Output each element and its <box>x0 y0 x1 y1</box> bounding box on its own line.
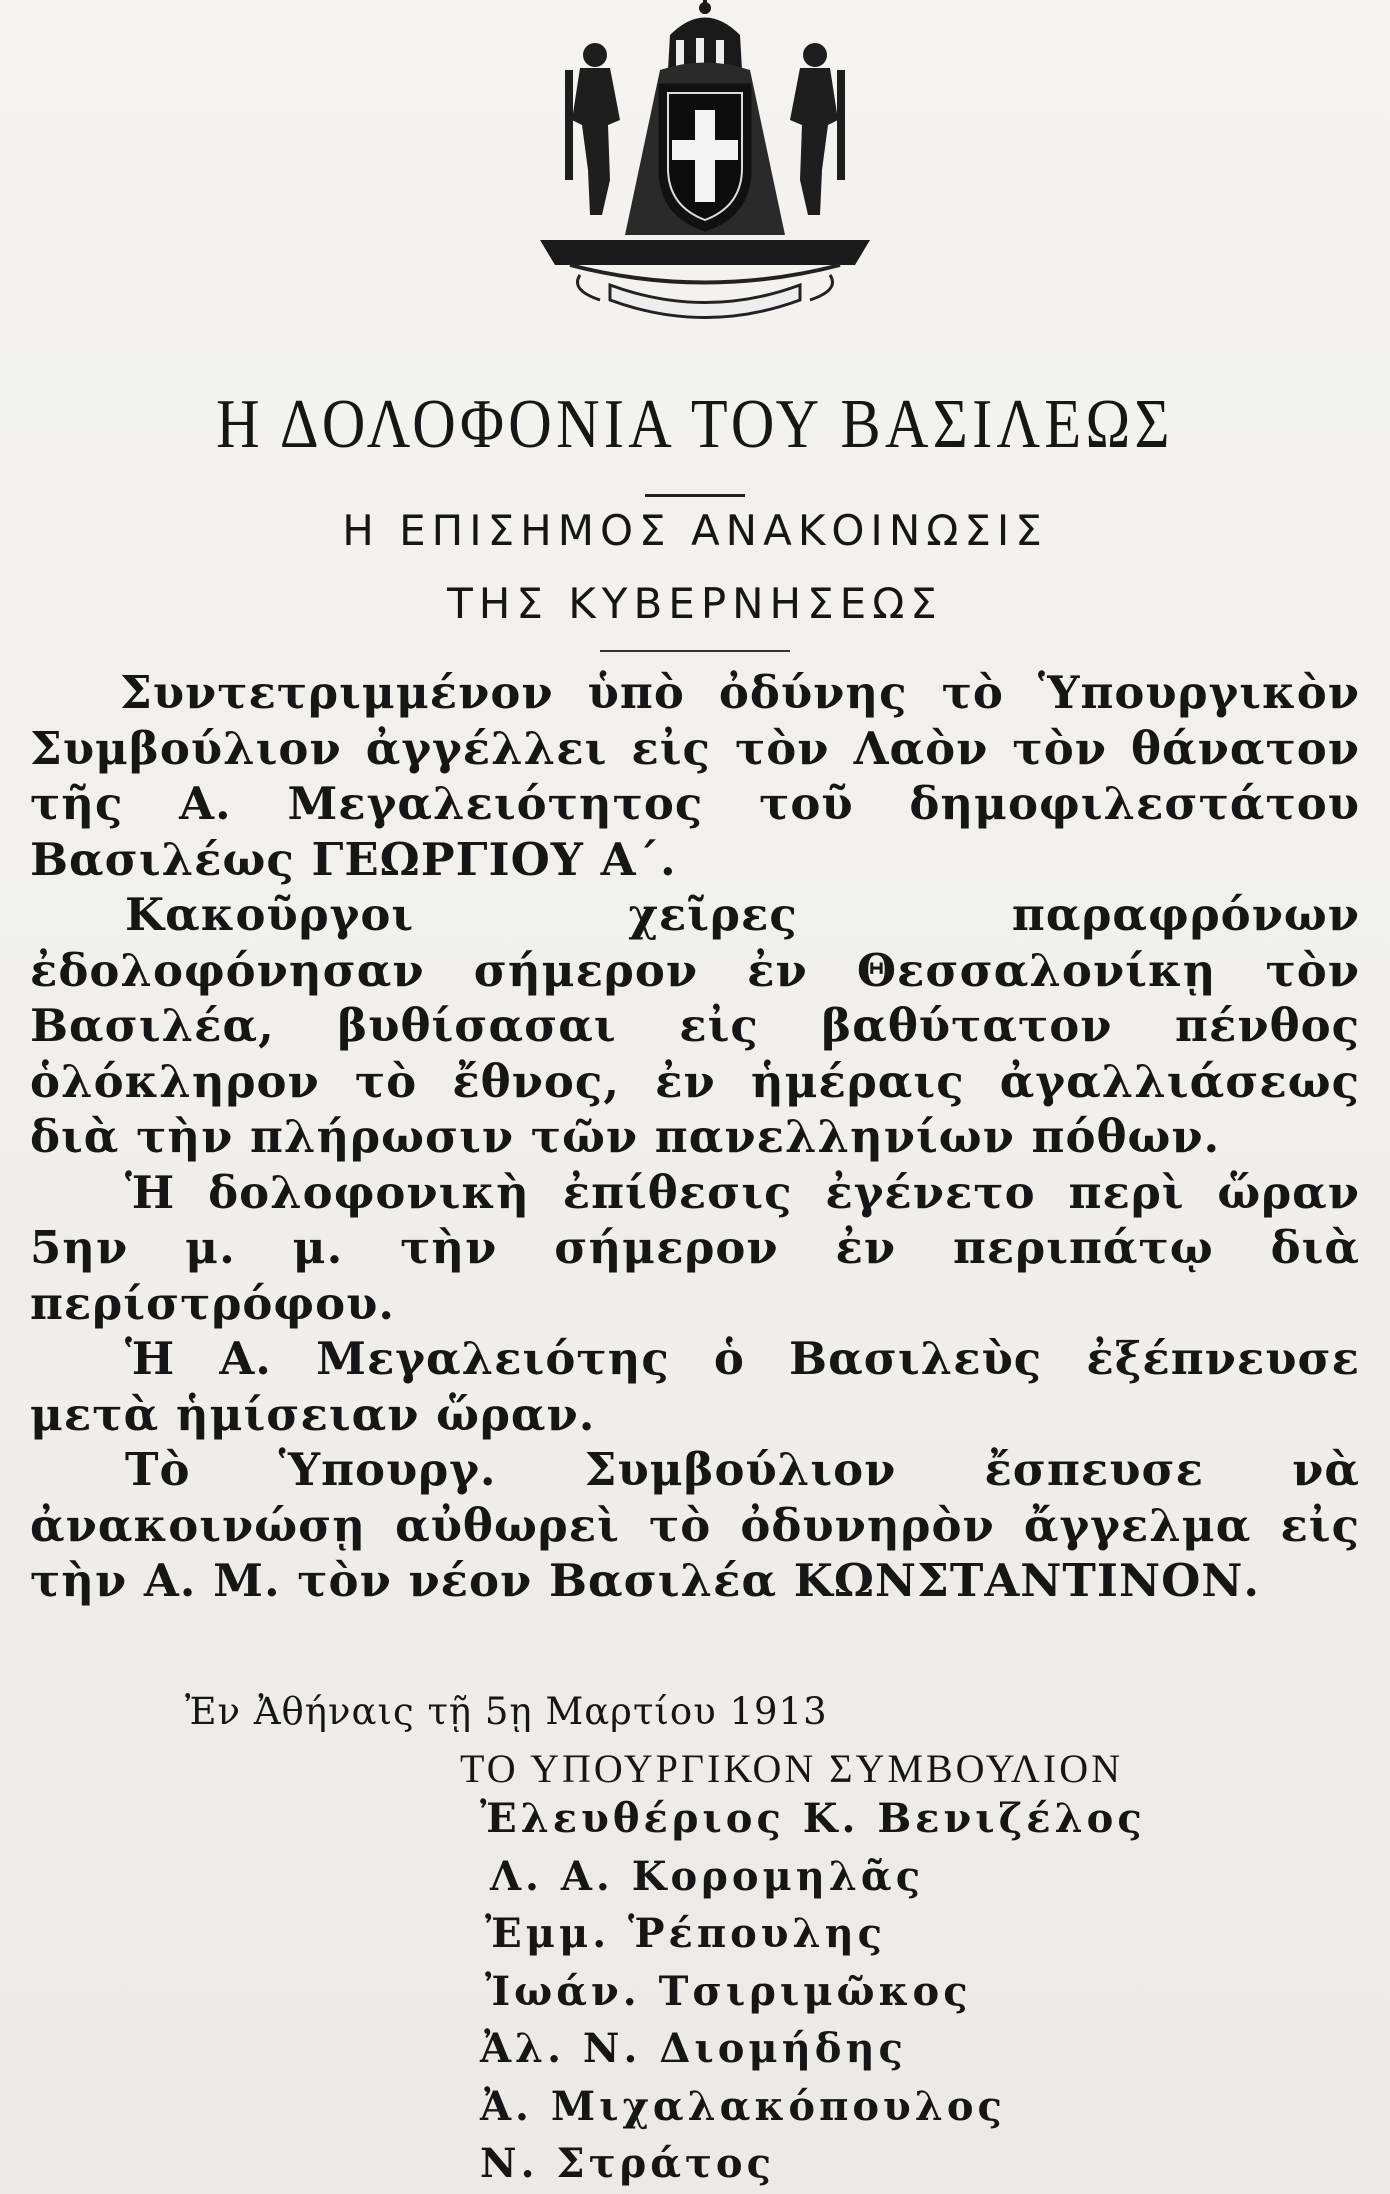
royal-coat-of-arms <box>510 0 900 330</box>
signature-venizelos: Ἐλευθέριος Κ. Βενιζέλος <box>480 1795 1146 1842</box>
paragraph-4: Ἡ Α. Μεγαλειότης ὁ Βασιλεὺς ἐξέπνευσε μετὰ ἡμίσειαν ὥραν. <box>30 1332 1360 1441</box>
signature-stratos: Ν. Στράτος <box>480 2140 775 2187</box>
left-hercules-figure <box>565 43 620 215</box>
right-hercules-figure <box>790 43 845 215</box>
cross-shield-icon <box>660 85 750 230</box>
signature-repoulis: Ἐμμ. Ῥέπουλης <box>485 1910 887 1957</box>
crown-icon <box>668 0 742 70</box>
signature-michalakopoulos: Ἀ. Μιχαλακόπουλος <box>480 2082 1006 2130</box>
title-underline <box>645 494 745 497</box>
signature-tsirimokos: Ἰωάν. Τσιριμῶκος <box>485 1967 972 2015</box>
paragraph-1: Συντετριμμένον ὑπὸ ὀδύνης τὸ Ὑπουργικὸν Συμβούλιον ἀγγέλλει εἰς τὸν Λαὸν τὸν θάνατον τῆς Α. Μεγαλειότητος τοῦ δημοφιλεστάτου Βασιλέως ΓΕΩΡΓΙΟΥ Α΄. <box>30 666 1360 886</box>
date-line: Ἐν Ἀθήναις τῇ 5ῃ Μαρτίου 1913 <box>185 1690 828 1733</box>
subtitle-government: ΤΗΣ ΚΥΒΕΡΝΗΣΕΩΣ <box>447 579 943 628</box>
paragraph-3: Ἡ δολοφονικὴ ἐπίθεσις ἐγένετο περὶ ὥραν 5ην μ. μ. τὴν σήμερον ἐν περιπάτῳ διὰ περίστρόφου. <box>30 1165 1360 1330</box>
page-title: Η ΔΟΛΟΦΟΝΙΑ ΤΟΥ ΒΑΣΙΛΕΩΣ <box>216 386 1174 463</box>
announcement-body <box>30 665 1360 1609</box>
signature-koromilas: Λ. Α. Κορομηλᾶς <box>490 1852 925 1900</box>
signature-diomidis: Ἀλ. Ν. Διομήδης <box>480 2025 907 2072</box>
subtitle-announcement: Η ΕΠΙΣΗΜΟΣ ΑΝΑΚΟΙΝΩΣΙΣ <box>342 506 1048 555</box>
council-heading: ΤΟ ΥΠΟΥΡΓΙΚΟΝ ΣΥΜΒΟΥΛΙΟΝ <box>460 1746 1123 1791</box>
paragraph-5: Τὸ Ὑπουργ. Συμβούλιον ἔσπευσε νὰ ἀνακοινώσῃ αὐθωρεὶ τὸ ὀδυνηρὸν ἄγγελμα εἰς τὴν Α. Μ. τὸν νέον Βασιλέα ΚΩΝΣΤΑΝΤΙΝΟΝ. <box>30 1443 1360 1607</box>
paragraph-2: Κακοῦργοι χεῖρες παραφρόνων ἐδολοφόνησαν σήμερον ἐν Θεσσαλονίκῃ τὸν Βασιλέα, βυθίσασαι εἰς βαθύτατον πένθος ὁλόκληρον τὸ ἔθνος, ἐν ἡμέραις ἀγαλλιάσεως διὰ τὴν πλήρωσιν τῶν πανελληνίων πόθων. <box>30 888 1360 1163</box>
signature-list <box>480 1790 1330 2193</box>
section-divider <box>600 650 790 652</box>
